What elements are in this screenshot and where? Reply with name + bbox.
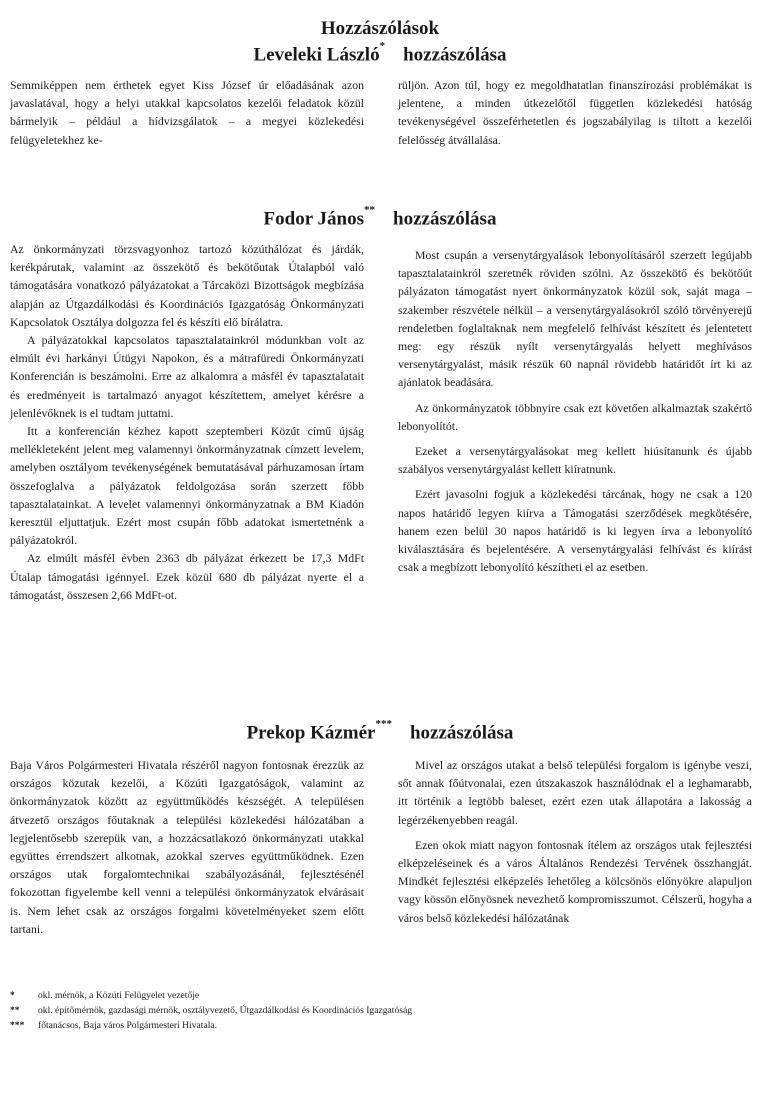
footnotes [10, 988, 750, 1033]
page-title: Hozzászólások [320, 18, 440, 39]
section-fodor-left-column [10, 240, 364, 604]
title-suffix: hozzászólása [393, 208, 497, 230]
paragraph: Most csupán a versenytárgyalások lebonyolításáról szerzett legújabb tapasztalatainkról szeretnék röviden szólni. Az összekötő és bekötőút pályázaton támogatást nyert önkormányzatok közül sok, saját maga – szakember részvétele nélkül – a versenytárgyalásokról szóló törvényerejű rendeletben foglaltaknak nem megfelelő felhívást készített és jelentetett meg: egy részük nyílt versenytárgyalás helyett meghívásos versenytárgyalást, másik részük 60 napnál rövidebb határidőt írt ki az ajánlatok beadására. [398, 248, 752, 390]
footnote [10, 988, 750, 1003]
section-leveleki-left-column [10, 76, 364, 149]
section-fodor-right-column [398, 246, 752, 576]
footnote-mark: * [379, 40, 386, 52]
footnote-mark: *** [375, 718, 392, 730]
paragraph: Az elmúlt másfél évben 2363 db pályázat érkezett be 17,3 MdFt Útalap támogatási igénnyel. Ezek közül 680 db pályázat nyerte el a támogatást, összesen 2,66 MdFt-ot. [10, 551, 364, 602]
paragraph: Az önkormányzatok többnyire csak ezt követően alkalmaztak szakértő lebonyolítót. [398, 400, 752, 433]
footnote-mark: *** [10, 1020, 25, 1031]
section-leveleki-right-column [398, 76, 752, 149]
paragraph: Semmiképpen nem érthetek egyet Kiss József úr előadásának azon javaslatával, hogy a helyi utakkal kapcsolatos kezelői feladatok közül bármelyik – például a hídvizsgálatok – a megyei közlekedési felügyeletekhez ke- [10, 78, 364, 147]
paragraph: Ezen okok miatt nagyon fontosnak ítélem az országos utak fejlesztési elképzeléseinek és a város Általános Rendezési Tervének összhangját. Mindkét fejlesztési elképzelés lehetőleg a kölcsönös előnyökre alapuljon vagy kössön előnyösnek nevezhető kompromisszumot. Célszerű, hogyha a város belső közlekedési hálózatának [398, 837, 752, 925]
paragraph: Az önkormányzati törzsvagyonhoz tartozó közúthálózat és járdák, kerékpárutak, valamint az összekötő és bekötőutak Útalapból való támogatására vonatkozó pályázatokat a Tárcaközi Bizottságok megbízása alapján az Útgazdálkodási és Koordinációs Igazgatóság Önkormányzati Kapcsolatok Osztálya dolgozza fel és készíti elő bírálatra. [10, 242, 364, 329]
section-title-leveleki [0, 40, 760, 66]
paragraph: Ezért javasolni fogjuk a közlekedési tárcának, hogy ne csak a 120 napos határidő legyen kiírva a Támogatási szerződések megkötésére, hanem ezen belül 30 napos határidő is ki legyen írva a lebonyolító kiválasztására és bejelentésére. A versenytárgyalási felhívást és kiírást csak a megbízott lebonyolító készítheti el az esetben. [398, 487, 752, 575]
title-suffix: hozzászólása [409, 722, 514, 744]
footnote-mark: ** [364, 204, 376, 216]
footnote-text: okl. építőmérnök, gazdasági mérnök, osztályvezető, Útgazdálkodási és Koordinációs Igazgatóság [38, 1005, 413, 1016]
author-name: Leveleki László [253, 44, 380, 66]
section-prekop-left-column [10, 756, 364, 938]
footnote [10, 1003, 750, 1018]
title-suffix: hozzászólása [403, 44, 507, 66]
section-title-prekop [0, 718, 760, 744]
paragraph: rüljön. Azon túl, hogy ez megoldhatatlan finanszírozási problémákat is jelentene, a minden útkezelőtől független közlekedési hatóság tevékenységével összeférhetetlen és jogszabályilag is tiltott a kezelői felelősség átvállalása. [398, 78, 752, 147]
paragraph: Itt a konferencián kézhez kapott szeptemberi Közút című újság mellékleteként jelent meg valamennyi önkormányzatnak címzett levelem, amelyben osztályom tevékenységének bemutatásával párhuzamosan írtam összefoglalva a pályázatok feldolgozása során szerzett főbb tapasztalatainkat. A levelet valamennyi önkormányzatnak a BM Kiadón keresztül eljuttatjuk. Ezért most csupán főbb adatokat ismertetnénk a pályázatokról. [10, 424, 364, 548]
footnote-mark: ** [10, 1005, 20, 1016]
paragraph: A pályázatokkal kapcsolatos tapasztalatainkról módunkban volt az elmúlt évi harkányi Útügyi Napokon, és a mátrafüredi Önkormányzati Konferencián is beszámolni. Erre az alkalomra a másfél év tapasztalatait és eredményeit is tartalmazó anyagot készítettem, amelyet kérésre a jelenlévőknek is el tudtam juttatni. [10, 333, 364, 420]
paragraph: Baja Város Polgármesteri Hivatala részéről nagyon fontosnak érezzük az országos közutak kezelői, a Közúti Igazgatóságok, valamint az önkormányzatok között az együttműködés készségét. A településen átvezető országos főutaknak a települési közlekedési hálózatában a legjelentősebb szerepük van, a hozzácsatlakozó önkormányzati utakkal együttes érrendszert alkotnak, azokkal szerves együttműködnek. Ezen országos utak forgalomtechnikai szabályozásánál, fejlesztésénél fokozottan figyelembe kell venni a települési önkormányzatok elvárásait is. Nem lehet csak az országos forgalmi követelményeket szem előtt tartani. [10, 758, 364, 936]
author-name: Fodor János [263, 208, 365, 230]
paragraph: Mivel az országos utakat a belső települési forgalom is igénybe veszi, sőt annak főútvonalai, ezen útszakaszok használódnak el a leghamarabb, itt történik a legtöbb baleset, ezért ezen utak állapotára a lakosság a legérzékenyebben reagál. [398, 758, 752, 827]
footnote-text: főtanácsos, Baja város Polgármesteri Hivatala. [38, 1020, 218, 1031]
footnote-mark: * [10, 990, 15, 1001]
author-name: Prekop Kázmér [246, 722, 376, 744]
footnote-text: okl. mérnök, a Közúti Felügyelet vezetője [38, 990, 200, 1001]
section-title-fodor [0, 204, 760, 230]
paragraph: Ezeket a versenytárgyalásokat meg kellett hiúsítanunk és újabb szabályos versenytárgyalást kellett kiíratnunk. [398, 444, 752, 477]
footnote [10, 1018, 750, 1033]
section-prekop-right-column [398, 756, 752, 927]
